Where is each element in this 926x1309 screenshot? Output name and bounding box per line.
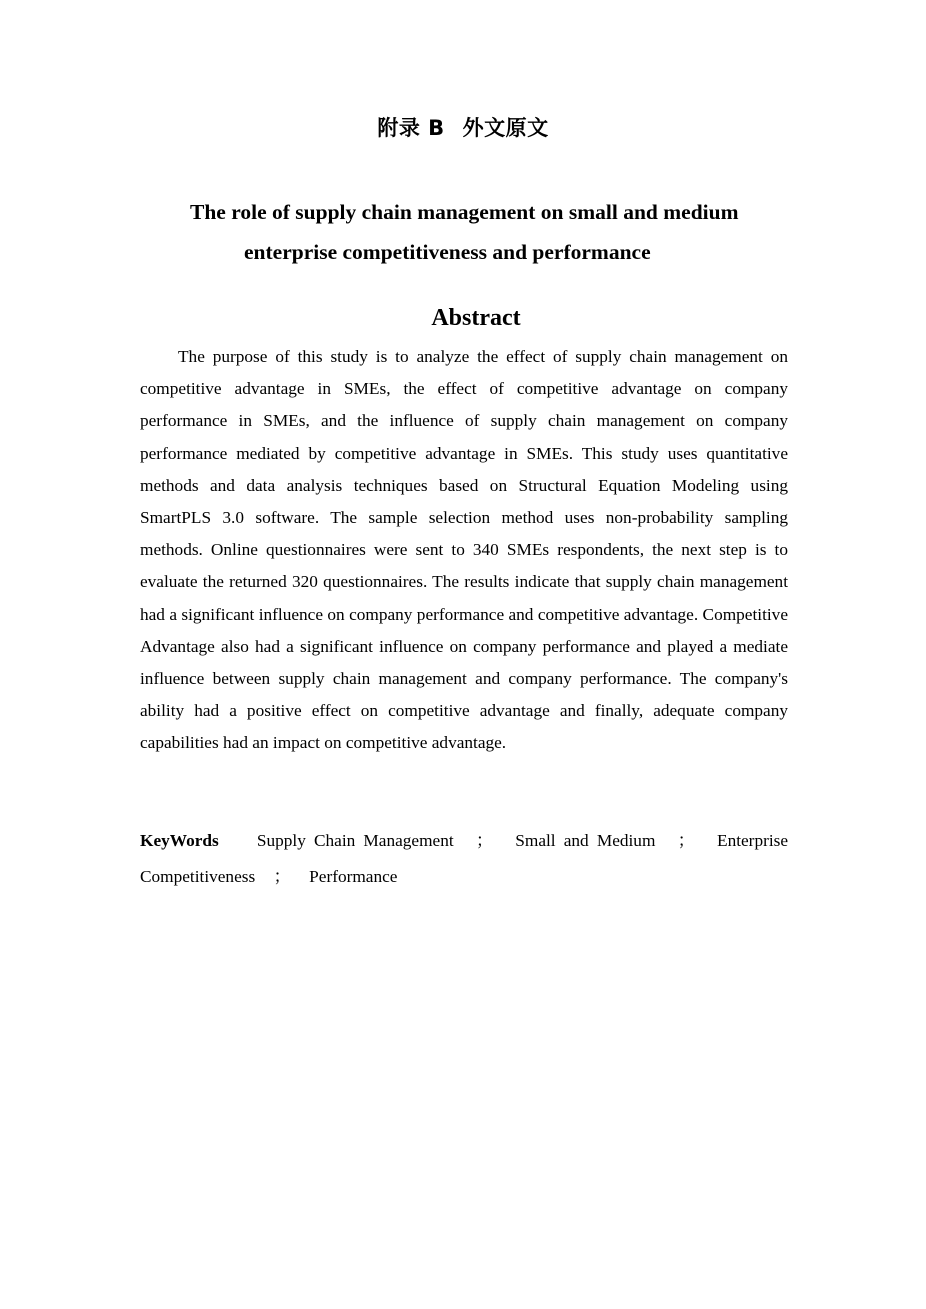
keywords-line bbox=[140, 823, 788, 895]
appendix-heading bbox=[0, 113, 926, 143]
keyword-item: Enterprise Competitiveness bbox=[140, 831, 789, 886]
keyword-separator: ； bbox=[677, 831, 695, 850]
abstract-body: The purpose of this study is to analyze the effect of supply chain management on competitive advantage in SMEs, the effect of competitive advantage on company performance in SMEs, and the influence of supply chain management on company performance mediated by competitive advantage in SMEs. This study uses quantitative methods and data analysis techniques based on Structural Equation Modeling using SmartPLS 3.0 software. The sample selection method uses non-probability sampling methods. Online questionnaires were sent to 340 SMEs respondents, the next step is to evaluate the returned 320 questionnaires. The results indicate that supply chain management had a significant influence on company performance and competitive advantage. Competitive Advantage also had a significant influence on company performance and played a mediate influence between supply chain management and company performance. The company's ability had a positive effect on competitive advantage and finally, adequate company capabilities had an impact on competitive advantage. bbox=[140, 347, 788, 753]
keyword-item: Small and Medium bbox=[515, 831, 656, 850]
keywords-label: KeyWords bbox=[140, 831, 219, 850]
paper-title bbox=[140, 192, 788, 272]
abstract-heading: Abstract bbox=[431, 305, 521, 331]
keyword-separator: ； bbox=[475, 831, 494, 850]
appendix-title: 外文原文 bbox=[462, 116, 549, 140]
keyword-item: Performance bbox=[309, 867, 398, 886]
keyword-separator: ； bbox=[273, 867, 291, 886]
appendix-label: 附录 B bbox=[377, 116, 445, 140]
keyword-item: Supply Chain Management bbox=[256, 831, 454, 850]
paper-title-line-2: enterprise competitiveness and performance bbox=[244, 240, 651, 264]
paper-title-line-1: The role of supply chain management on small and medium bbox=[190, 200, 739, 224]
